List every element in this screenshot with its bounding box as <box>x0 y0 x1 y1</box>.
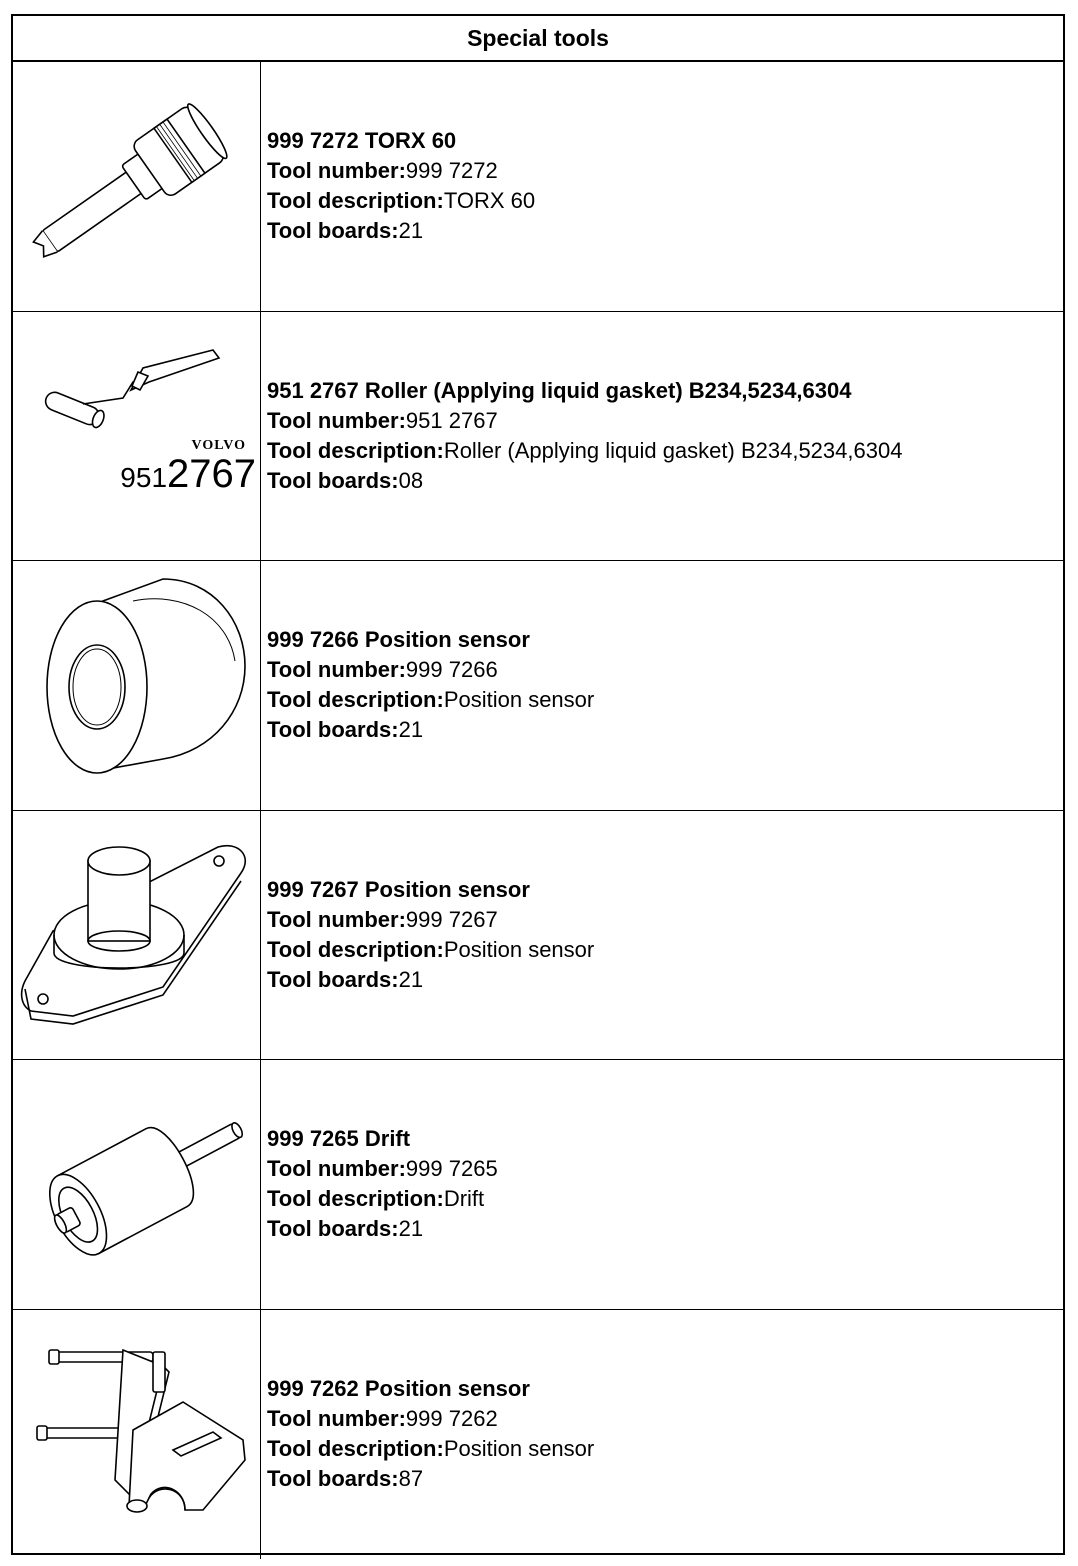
tool-description-value: TORX 60 <box>443 188 536 214</box>
tool-boards-label: Tool boards: <box>267 1216 399 1242</box>
tool-number-value: 999 7262 <box>405 1406 498 1432</box>
tool-boards-value: 21 <box>398 1216 424 1242</box>
position-sensor-cylinder-illustration <box>13 561 261 810</box>
tool-description-line <box>267 436 902 466</box>
tool-number-label: Tool number: <box>267 1156 406 1182</box>
tool-description-line <box>267 1434 594 1464</box>
tool-number-label: Tool number: <box>267 407 406 433</box>
tool-title: 951 2767 Roller (Applying liquid gasket) B234,5234,6304 <box>267 377 852 403</box>
torx-bit-illustration <box>13 62 261 311</box>
tool-row <box>13 561 1063 811</box>
tool-description-line <box>267 935 594 965</box>
position-sensor-fixture-illustration <box>13 1310 261 1560</box>
tool-boards-line <box>267 1464 594 1494</box>
tool-number-label: Tool number: <box>267 906 406 932</box>
tool-number-line <box>267 905 594 935</box>
drift-illustration <box>13 1060 261 1309</box>
tool-title: 999 7267 Position sensor <box>267 876 530 902</box>
tool-description-label: Tool description: <box>267 437 444 463</box>
tool-description-value: Position sensor <box>443 1436 595 1462</box>
tool-title: 999 7265 Drift <box>267 1126 411 1152</box>
tool-row <box>13 1060 1063 1310</box>
tool-boards-label: Tool boards: <box>267 717 399 743</box>
tool-details <box>261 62 535 311</box>
tool-boards-line <box>267 1214 498 1244</box>
tool-description-value: Position sensor <box>443 687 595 713</box>
tool-boards-label: Tool boards: <box>267 218 399 244</box>
tool-description-line <box>267 685 594 715</box>
part-number-prefix: 951 <box>120 461 168 493</box>
tool-title: 999 7272 TORX 60 <box>267 128 457 154</box>
volvo-logo: VOLVO <box>191 437 246 453</box>
tool-description-value: Roller (Applying liquid gasket) B234,5234,6304 <box>443 437 903 463</box>
tool-number-line <box>267 156 535 186</box>
tool-boards-value: 21 <box>398 218 424 244</box>
roller-illustration <box>13 312 261 561</box>
tool-number-label: Tool number: <box>267 657 406 683</box>
part-number-suffix: 2767 <box>167 451 256 496</box>
tool-number-value: 999 7267 <box>405 906 498 932</box>
tool-number-label: Tool number: <box>267 158 406 184</box>
table-title: Special tools <box>467 24 609 51</box>
tool-boards-value: 87 <box>398 1466 424 1492</box>
tool-boards-label: Tool boards: <box>267 966 399 992</box>
tool-details <box>261 1310 594 1560</box>
tool-description-label: Tool description: <box>267 687 444 713</box>
tool-boards-line <box>267 216 535 246</box>
tool-number-value: 999 7265 <box>405 1156 498 1182</box>
tool-number-line <box>267 1154 498 1184</box>
tool-number-line <box>267 655 594 685</box>
tool-number-value: 999 7266 <box>405 657 498 683</box>
tool-title: 999 7266 Position sensor <box>267 627 530 653</box>
position-sensor-flange-illustration <box>13 811 261 1060</box>
tool-boards-label: Tool boards: <box>267 1466 399 1492</box>
tool-number-value: 999 7272 <box>405 158 498 184</box>
tool-number-value: 951 2767 <box>405 407 498 433</box>
tool-details <box>261 811 594 1060</box>
tool-description-line <box>267 186 535 216</box>
tool-boards-value: 21 <box>398 717 424 743</box>
table-header <box>13 16 1063 62</box>
special-tools-table <box>11 14 1065 1555</box>
tool-boards-value: 08 <box>398 467 424 493</box>
tool-description-label: Tool description: <box>267 936 444 962</box>
part-number-label <box>120 452 256 497</box>
tool-details <box>261 561 594 810</box>
tool-description-value: Position sensor <box>443 936 595 962</box>
tool-boards-line <box>267 965 594 995</box>
tool-title: 999 7262 Position sensor <box>267 1376 530 1402</box>
tool-boards-line <box>267 715 594 745</box>
tool-boards-line <box>267 466 902 496</box>
tool-description-value: Drift <box>443 1186 485 1212</box>
tool-boards-label: Tool boards: <box>267 467 399 493</box>
tool-number-line <box>267 406 902 436</box>
tool-row <box>13 811 1063 1061</box>
tool-details <box>261 1060 498 1309</box>
tool-boards-value: 21 <box>398 966 424 992</box>
tool-description-label: Tool description: <box>267 188 444 214</box>
tool-description-line <box>267 1184 498 1214</box>
tool-details <box>261 312 902 561</box>
tool-row <box>13 312 1063 562</box>
tool-number-label: Tool number: <box>267 1406 406 1432</box>
tool-description-label: Tool description: <box>267 1186 444 1212</box>
tool-row <box>13 62 1063 312</box>
tool-description-label: Tool description: <box>267 1436 444 1462</box>
tool-row <box>13 1310 1063 1560</box>
tool-number-line <box>267 1404 594 1434</box>
